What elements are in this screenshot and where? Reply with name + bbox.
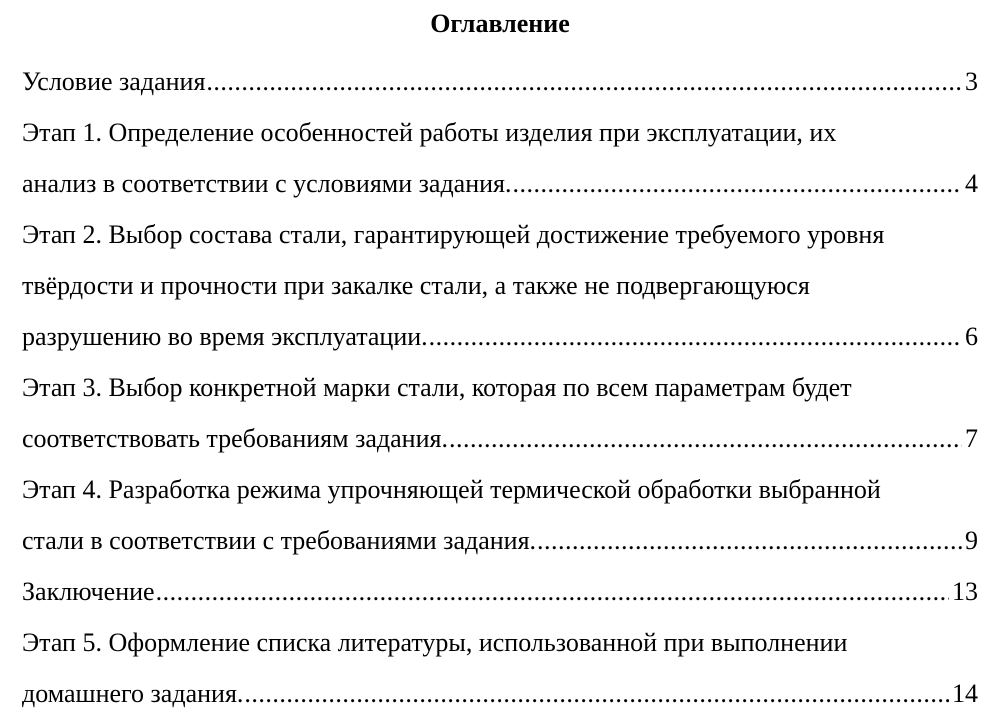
toc-entry[interactable] [22,362,978,464]
toc-page-number: 13 [952,577,978,606]
dot-leader [156,566,949,617]
toc-entry-text: Этап 1. Определение особенностей работы изделия при эксплуатации, их [22,118,837,147]
toc-page-number: 7 [965,424,978,453]
toc-entry-text: твёрдости и прочности при закалке стали, а также не подвергающуюся [22,271,810,300]
toc-entry[interactable] [22,566,978,617]
toc-entry-last-line [22,566,978,617]
dot-leader [244,668,949,719]
toc-entry[interactable] [22,464,978,566]
toc-entry-text: разрушению во время эксплуатации. [22,322,428,351]
toc-entry-text: Заключение [22,577,155,606]
toc-entry-text: анализ в соответствии с условиями задания. [22,169,512,198]
toc-entry-last-line [22,56,978,107]
toc-entry[interactable] [22,107,978,209]
toc-entry-text: Этап 5. Оформление списка литературы, использованной при выполнении [22,628,848,657]
toc-page-number: 3 [965,67,978,96]
toc-entry[interactable] [22,617,978,719]
dot-leader [537,515,962,566]
toc-entry-last-line [22,413,978,464]
toc-entry-text: стали в соответствии с требованиями задания. [22,526,537,555]
dot-leader [429,311,962,362]
toc-entry-text: Этап 4. Разработка режима упрочняющей термической обработки выбранной [22,475,881,504]
toc-entry[interactable] [22,56,978,107]
toc-page-number: 4 [965,169,978,198]
dot-leader [449,413,962,464]
toc-list [22,56,978,719]
toc-entry-text: Условие задания [22,67,206,96]
dot-leader [206,56,962,107]
toc-page-number: 14 [952,679,978,708]
toc-entry-last-line [22,311,978,362]
toc-entry-text: домашнего задания. [22,679,244,708]
toc-entry-text: Этап 3. Выбор конкретной марки стали, которая по всем параметрам будет [22,373,852,402]
dot-leader [513,158,962,209]
toc-entry-last-line [22,515,978,566]
toc-page-number: 6 [965,322,978,351]
toc-entry-text: соответствовать требованиям задания. [22,424,448,453]
toc-entry-text: Этап 2. Выбор состава стали, гарантирующей достижение требуемого уровня [22,220,885,249]
toc-entry-last-line [22,668,978,719]
toc-page-number: 9 [965,526,978,555]
toc-entry-last-line [22,158,978,209]
toc-title: Оглавление [430,9,570,38]
toc-entry[interactable] [22,209,978,362]
